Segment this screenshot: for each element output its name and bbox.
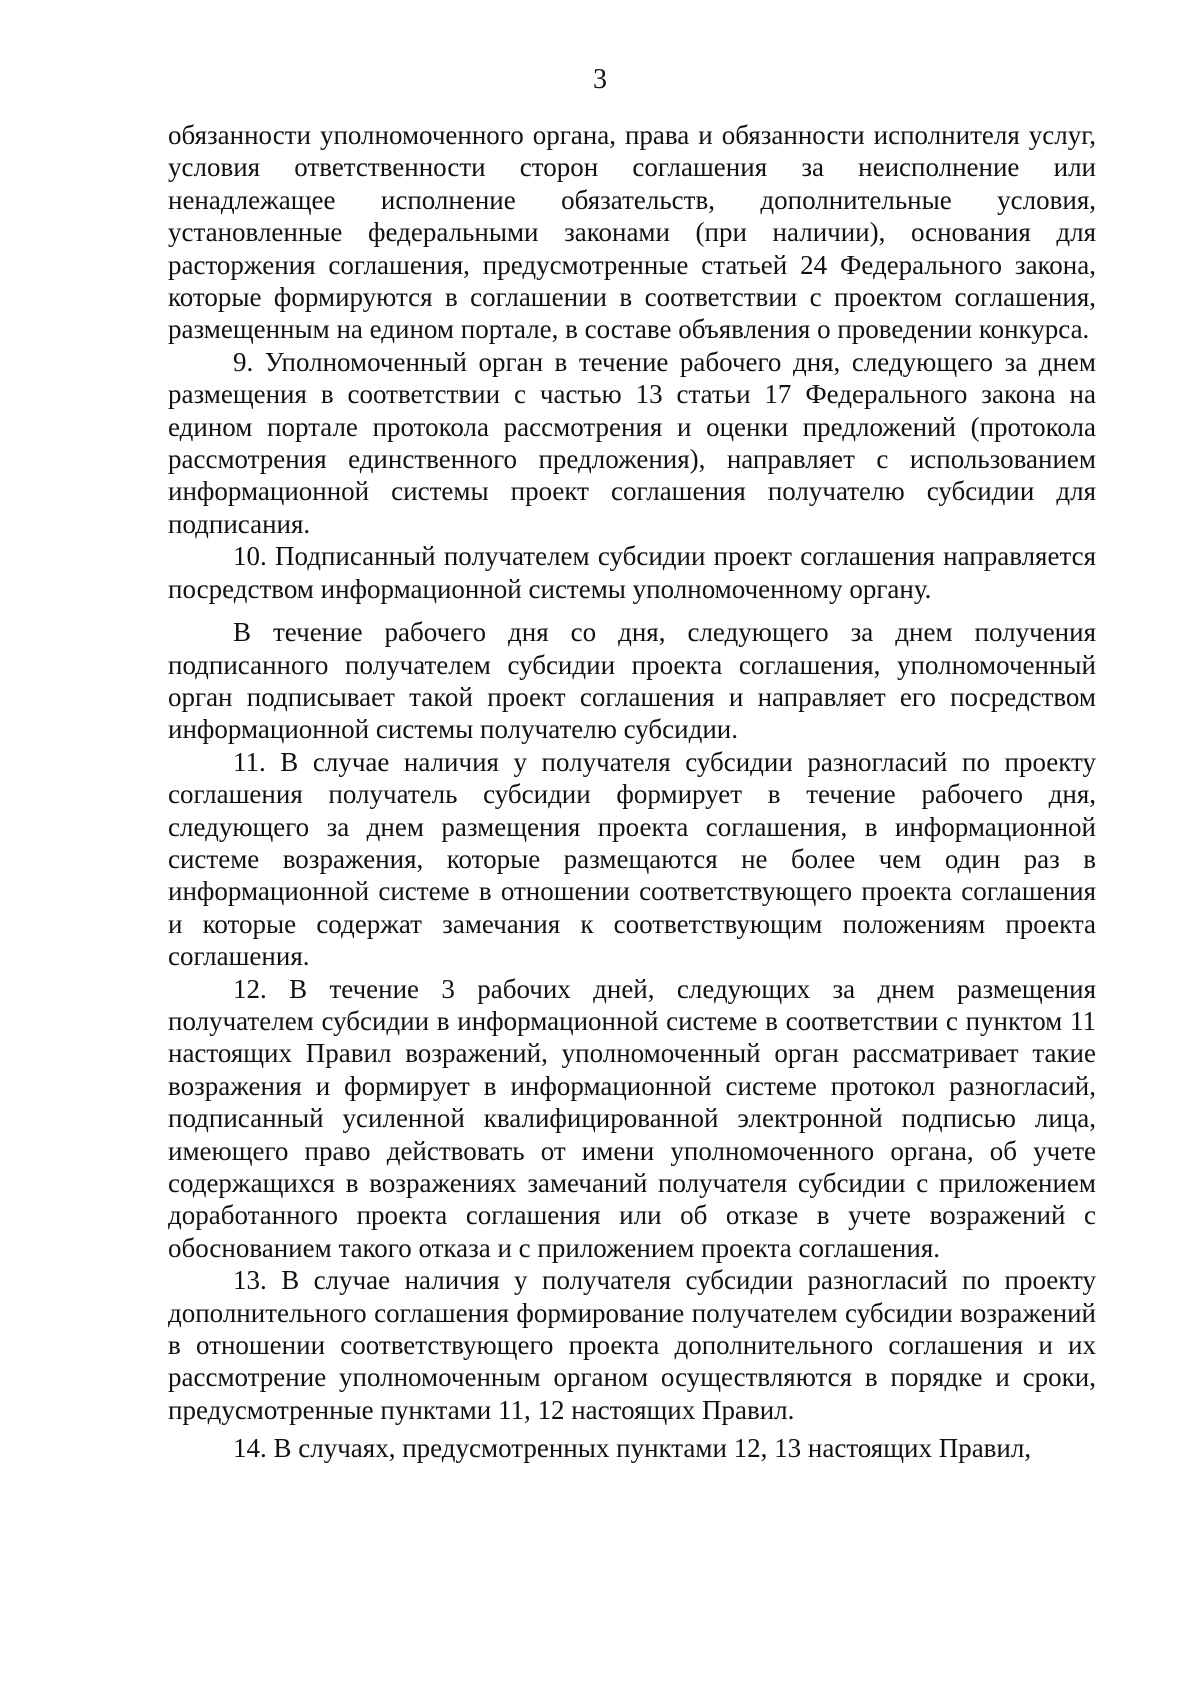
- page-number: 3: [593, 64, 607, 95]
- paragraph-item-14: 14. В случаях, предусмотренных пунктами 12, 13 настоящих Правил,: [233, 1433, 1032, 1464]
- paragraph-item-10: 10. Подписанный получателем субсидии проект соглашения направляется посредством информационной системы уполномоченному органу.: [168, 541, 1096, 604]
- paragraph-item-10-signing: В течение рабочего дня со дня, следующего за днем получения подписанного получателем субсидии проекта соглашения, уполномоченный орган подписывает такой проект соглашения и направляет его посредством информационной системы получателю субсидии.: [168, 617, 1096, 745]
- paragraph-item-13: 13. В случае наличия у получателя субсидии разногласий по проекту дополнительного соглашения формирование получателем субсидии возражений в отношении соответствующего проекта дополнительного соглашения и их рассмотрение уполномоченным органом осуществляются в порядке и сроки, предусмотренные пунктами 11, 12 настоящих Правил.: [168, 1265, 1096, 1425]
- paragraph-item-12: 12. В течение 3 рабочих дней, следующих за днем размещения получателем субсидии в информационной системе в соответствии с пунктом 11 настоящих Правил возражений, уполномоченный орган рассматривает такие возражения и формирует в информационной системе протокол разногласий, подписанный усиленной квалифицированной электронной подписью лица, имеющего право действовать от имени уполномоченного органа, об учете содержащихся в возражениях замечаний получателя субсидии с приложением доработанного проекта соглашения или об отказе в учете возражений с обоснованием такого отказа и с приложением проекта соглашения.: [168, 973, 1096, 1263]
- paragraph-continuation: обязанности уполномоченного органа, права и обязанности исполнителя услуг, условия ответственности сторон соглашения за неисполнение или ненадлежащее исполнение обязательств, дополнительные условия, установленные федеральными законами (при наличии), основания для расторжения соглашения, предусмотренные статьей 24 Федерального закона, которые формируются в соглашении в соответствии с проектом соглашения, размещенным на едином портале, в составе объявления о проведении конкурса.: [168, 120, 1096, 345]
- document-body: [168, 119, 1096, 1465]
- paragraph-item-11: 11. В случае наличия у получателя субсидии разногласий по проекту соглашения получатель субсидии формирует в течение рабочего дня, следующего за днем размещения проекта соглашения, в информационной системе возражения, которые размещаются не более чем один раз в информационной системе в отношении соответствующего проекта соглашения и которые содержат замечания к соответствующим положениям проекта соглашения.: [168, 746, 1096, 972]
- paragraph-item-9: 9. Уполномоченный орган в течение рабочего дня, следующего за днем размещения в соответствии с частью 13 статьи 17 Федерального закона на едином портале протокола рассмотрения и оценки предложений (протокола рассмотрения единственного предложения), направляет с использованием информационной системы проект соглашения получателю субсидии для подписания.: [168, 346, 1096, 539]
